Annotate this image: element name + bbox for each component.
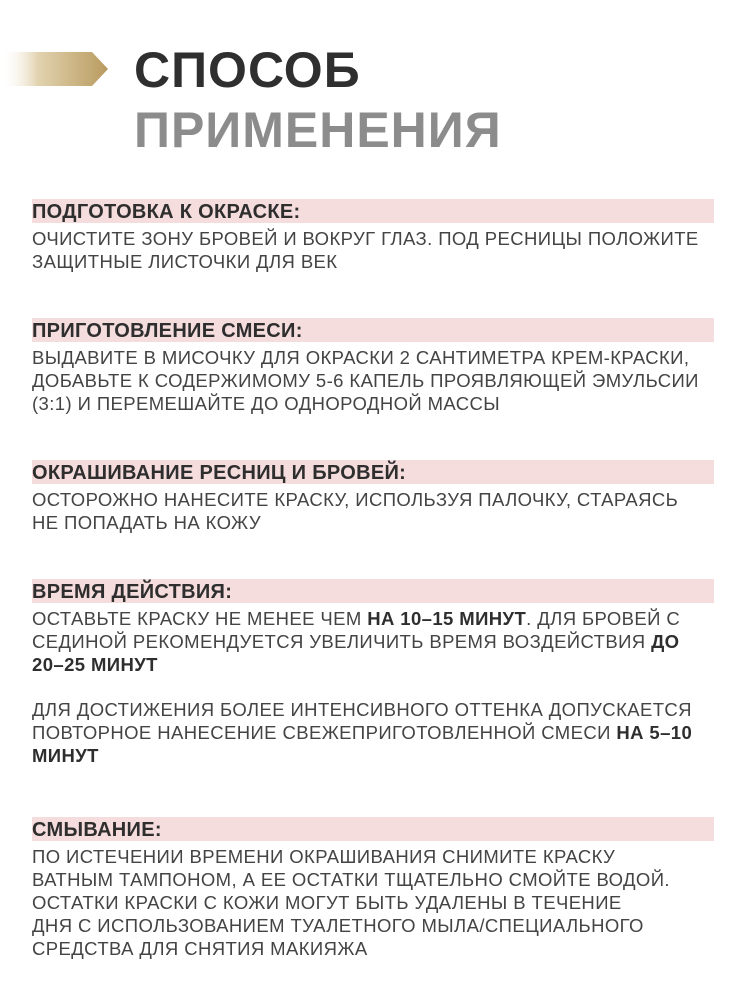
section-body: ВЫДАВИТЕ В МИСОЧКУ ДЛЯ ОКРАСКИ 2 САНТИМЕТРА КРЕМ-КРАСКИ, ДОБАВЬТЕ К СОДЕРЖИМОМУ 5-6 КАПЕЛЬ ПРОЯВЛЯЮЩЕЙ ЭМУЛЬСИИ (3:1) И ПЕРЕМЕШАЙТЕ ДО ОДНОРОДНОЙ МАССЫ — [32, 347, 699, 414]
time-text-1: ОСТАВЬТЕ КРАСКУ НЕ МЕНЕЕ ЧЕМ — [32, 608, 368, 629]
section-body: ОСТОРОЖНО НАНЕСИТЕ КРАСКУ, ИСПОЛЬЗУЯ ПАЛОЧКУ, СТАРАЯСЬ НЕ ПОПАДАТЬ НА КОЖУ — [32, 489, 679, 533]
section-heading — [32, 579, 722, 607]
gold-arrow-icon — [0, 52, 108, 86]
section-body-2 — [32, 698, 697, 767]
section-body — [32, 845, 722, 960]
heading-label: ПОДГОТОВКА К ОКРАСКЕ: — [32, 201, 301, 223]
rinse-line-1: ПО ИСТЕЧЕНИИ ВРЕМЕНИ ОКРАШИВАНИЯ СНИМИТЕ КРАСКУ — [32, 846, 616, 867]
time-text-3: ДЛЯ ДОСТИЖЕНИЯ БОЛЕЕ ИНТЕНСИВНОГО ОТТЕНКА ДОПУСКАЕТСЯ ПОВТОРНОЕ НАНЕСЕНИЕ СВЕЖЕПРИГОТОВЛЕННОЙ СМЕСИ — [32, 699, 692, 743]
time-highlight-1: НА 10–15 МИНУТ — [367, 608, 527, 629]
time-text-2: . ДЛЯ БРОВЕЙ С СЕДИНОЙ РЕКОМЕНДУЕТСЯ УВЕЛИЧИТЬ ВРЕМЯ ВОЗДЕЙСТВИЯ — [32, 608, 681, 652]
title-line-2: ПРИМЕНЕНИЯ — [134, 102, 502, 158]
page-title — [134, 40, 502, 160]
section-body — [32, 607, 697, 676]
section-heading — [32, 199, 722, 227]
section-heading — [32, 817, 722, 845]
heading-label: СМЫВАНИЕ: — [32, 819, 162, 841]
section-heading — [32, 318, 722, 346]
section-body: ОЧИСТИТЕ ЗОНУ БРОВЕЙ И ВОКРУГ ГЛАЗ. ПОД РЕСНИЦЫ ПОЛОЖИТЕ ЗАЩИТНЫЕ ЛИСТОЧКИ ДЛЯ ВЕК — [32, 228, 699, 272]
section-preparation — [32, 199, 722, 273]
heading-label: ПРИГОТОВЛЕНИЕ СМЕСИ: — [32, 320, 303, 342]
rinse-line-4: ДНЯ С ИСПОЛЬЗОВАНИЕМ ТУАЛЕТНОГО МЫЛА/СПЕЦИАЛЬНОГО — [32, 915, 644, 936]
section-coloring — [32, 460, 722, 534]
section-heading — [32, 460, 722, 488]
time-highlight-3: НА 5–10 МИНУТ — [32, 722, 693, 766]
rinse-line-5: СРЕДСТВА ДЛЯ СНЯТИЯ МАКИЯЖА — [32, 938, 368, 959]
rinse-line-2: ВАТНЫМ ТАМПОНОМ, А ЕЕ ОСТАТКИ ТЩАТЕЛЬНО СМОЙТЕ ВОДОЙ. — [32, 869, 670, 890]
heading-label: ВРЕМЯ ДЕЙСТВИЯ: — [32, 581, 233, 603]
section-rinsing — [32, 817, 722, 960]
title-line-1: СПОСОБ — [134, 42, 361, 98]
heading-label: ОКРАШИВАНИЕ РЕСНИЦ И БРОВЕЙ: — [32, 462, 407, 484]
section-mixing — [32, 318, 722, 415]
rinse-line-3: ОСТАТКИ КРАСКИ С КОЖИ МОГУТ БЫТЬ УДАЛЕНЫ В ТЕЧЕНИЕ — [32, 892, 622, 913]
time-highlight-2: ДО 20–25 МИНУТ — [32, 631, 680, 675]
section-time — [32, 579, 722, 767]
